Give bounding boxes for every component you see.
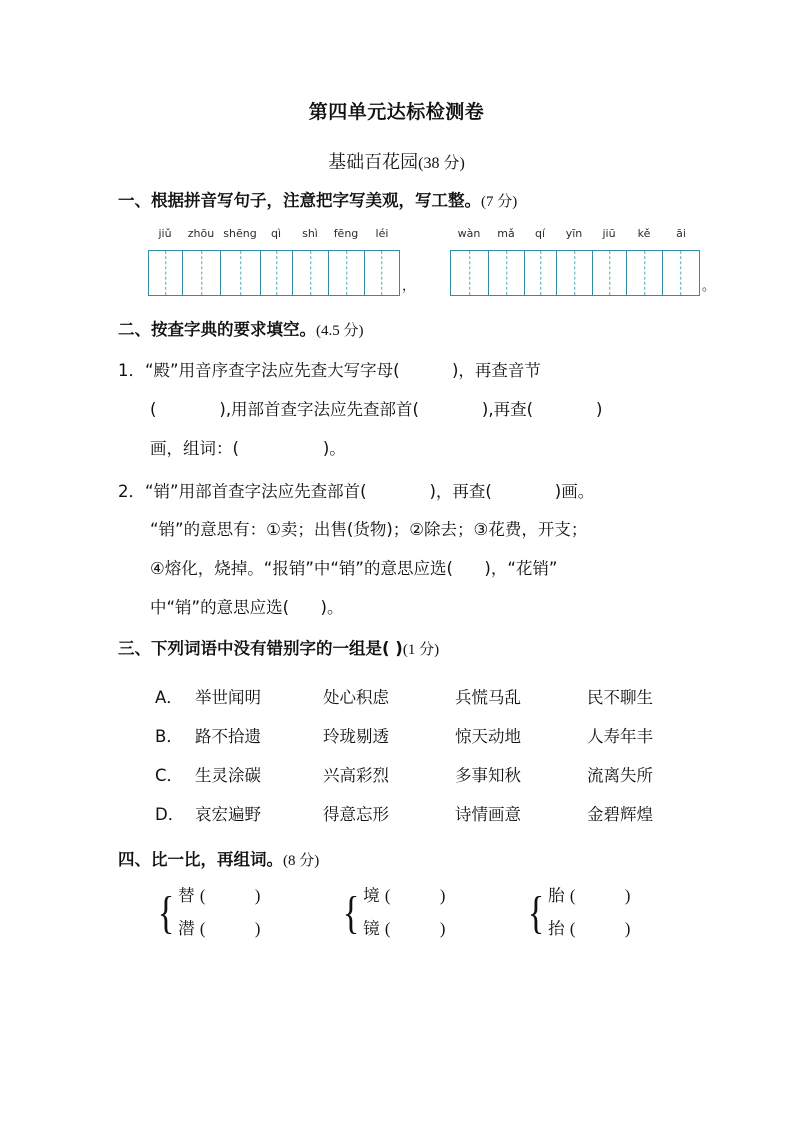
section-1-heading-text: 一、根据拼音写句子，注意把字写美观，写工整。 [118, 191, 481, 210]
pinyin-syllable: jiū [602, 227, 616, 240]
subtitle-text: 基础百花园 [328, 152, 419, 172]
writing-grid-cell[interactable] [488, 251, 524, 295]
writing-grid-group-2 [450, 250, 700, 296]
character: 胎 [548, 886, 570, 905]
word-pair-row[interactable] [363, 888, 445, 905]
character: 替 [178, 886, 200, 905]
section-3-heading [118, 641, 439, 658]
option-word: 诗情画意 [455, 805, 521, 824]
word-pair-row[interactable] [548, 918, 631, 938]
word-pair-row[interactable] [178, 888, 260, 905]
writing-grid-cell[interactable] [524, 251, 556, 295]
pinyin-syllable: léi [375, 227, 389, 240]
writing-grid-cell[interactable] [662, 251, 700, 295]
option-word: 多事知秋 [455, 766, 521, 785]
pinyin-syllable: wàn [457, 227, 481, 240]
section-1-heading [118, 193, 517, 210]
option-word: 生灵涂碳 [195, 766, 261, 785]
pinyin-row-group-2 [450, 228, 700, 239]
section-4-score: (8 分) [283, 853, 320, 869]
option-word: 兴高彩烈 [323, 766, 389, 785]
answer-blank[interactable]: ( ) [384, 918, 446, 938]
section-4-heading [118, 852, 319, 869]
character: 抬 [548, 918, 570, 938]
pinyin-row-group-1 [148, 228, 400, 239]
answer-blank[interactable]: ( ) [199, 886, 261, 905]
section-2-q1-line-1: 1．“殿”用音序查字法应先查大写字母( )，再查音节 [118, 361, 541, 380]
word-pair-group [155, 888, 260, 937]
section-2-score: (4.5 分) [316, 323, 364, 339]
writing-grid-cell[interactable] [592, 251, 626, 295]
pinyin-syllable: yīn [565, 227, 583, 240]
option-label: D． [155, 805, 185, 824]
pinyin-syllable: zhōu [187, 227, 215, 240]
option-word: 玲珑剔透 [323, 727, 389, 746]
option-word: 流离失所 [587, 766, 653, 785]
page-title: 第四单元达标检测卷 [308, 101, 485, 123]
option-word: 人寿年丰 [587, 727, 653, 746]
answer-blank[interactable]: ( ) [384, 886, 446, 905]
option-word: 得意忘形 [323, 805, 389, 824]
pinyin-syllable: mǎ [497, 227, 515, 240]
pinyin-syllable: jiǔ [158, 227, 172, 240]
character: 境 [363, 886, 385, 905]
pinyin-syllable: fēng [333, 227, 359, 240]
pinyin-syllable: qí [534, 227, 546, 240]
writing-grid-cell[interactable] [220, 251, 260, 295]
section-2-heading-text: 二、按查字典的要求填空。 [118, 320, 316, 339]
option-label: A． [155, 688, 183, 707]
writing-grid-cell[interactable] [364, 251, 400, 295]
curly-brace-icon: { [342, 886, 360, 938]
writing-grid-cell[interactable] [626, 251, 662, 295]
option-word: 哀宏遍野 [195, 805, 261, 824]
section-1-score: (7 分) [481, 194, 518, 210]
section-2-q1-line-3: 画，组词：( )。 [150, 439, 346, 458]
writing-grid-cell[interactable] [556, 251, 592, 295]
word-pair-group [340, 888, 445, 937]
option-word: 兵慌马乱 [455, 688, 521, 707]
word-pair-row[interactable] [548, 888, 630, 905]
section-2-q2-line-3: ④熔化，烧掉。“报销”中“销”的意思应选( )，“花销” [150, 559, 558, 578]
pinyin-syllable: shēng [223, 227, 257, 240]
pinyin-syllable: āi [676, 227, 686, 240]
writing-grid-cell[interactable] [328, 251, 364, 295]
word-pair-row[interactable] [363, 918, 446, 938]
option-word: 处心积虑 [323, 688, 389, 707]
section-2-q2-line-4: 中“销”的意思应选( )。 [150, 598, 344, 617]
answer-blank[interactable]: ( ) [569, 918, 631, 938]
option-word: 举世闻明 [195, 688, 261, 707]
pinyin-syllable: shì [302, 227, 318, 240]
subtitle-score: (38 分) [418, 155, 465, 172]
answer-blank[interactable]: ( ) [199, 918, 261, 938]
option-label: B． [155, 727, 183, 746]
writing-grid-cell[interactable] [292, 251, 328, 295]
section-3-heading-text: 三、下列词语中没有错别字的一组是( ) [118, 639, 403, 658]
section-2-q2-line-2: “销”的意思有：①卖；出售(货物)；②除去；③花费，开支； [150, 520, 588, 539]
option-word: 路不拾遗 [195, 727, 261, 746]
writing-grid-cell[interactable] [260, 251, 292, 295]
section-4-heading-text: 四、比一比，再组词。 [118, 850, 283, 869]
option-word: 民不聊生 [587, 688, 653, 707]
word-pair-row[interactable] [178, 918, 261, 938]
pinyin-syllable: kě [637, 227, 651, 240]
section-2-heading [118, 322, 364, 339]
curly-brace-icon: { [157, 886, 175, 938]
page-subtitle [0, 122, 793, 172]
option-word: 惊天动地 [455, 727, 521, 746]
section-3-score: (1 分) [402, 642, 440, 658]
period-mark: 。 [702, 279, 716, 294]
writing-grid-cell[interactable] [182, 251, 220, 295]
writing-grid-cell[interactable] [450, 251, 488, 295]
character: 镜 [363, 918, 385, 938]
writing-grid-group-1 [148, 250, 400, 296]
curly-brace-icon: { [527, 886, 545, 938]
character: 潜 [178, 918, 200, 938]
section-2-q2-line-1: 2．“销”用部首查字法应先查部首( )，再查( )画。 [118, 482, 595, 501]
comma-mark: ， [402, 279, 416, 294]
word-pair-group [525, 888, 630, 937]
pinyin-syllable: qì [270, 227, 282, 240]
option-label: C． [155, 766, 184, 785]
option-word: 金碧辉煌 [587, 805, 653, 824]
writing-grid-cell[interactable] [148, 251, 182, 295]
answer-blank[interactable]: ( ) [569, 886, 631, 905]
section-2-q1-line-2: ( ),用部首查字法应先查部首( ),再查( ) [150, 400, 603, 419]
